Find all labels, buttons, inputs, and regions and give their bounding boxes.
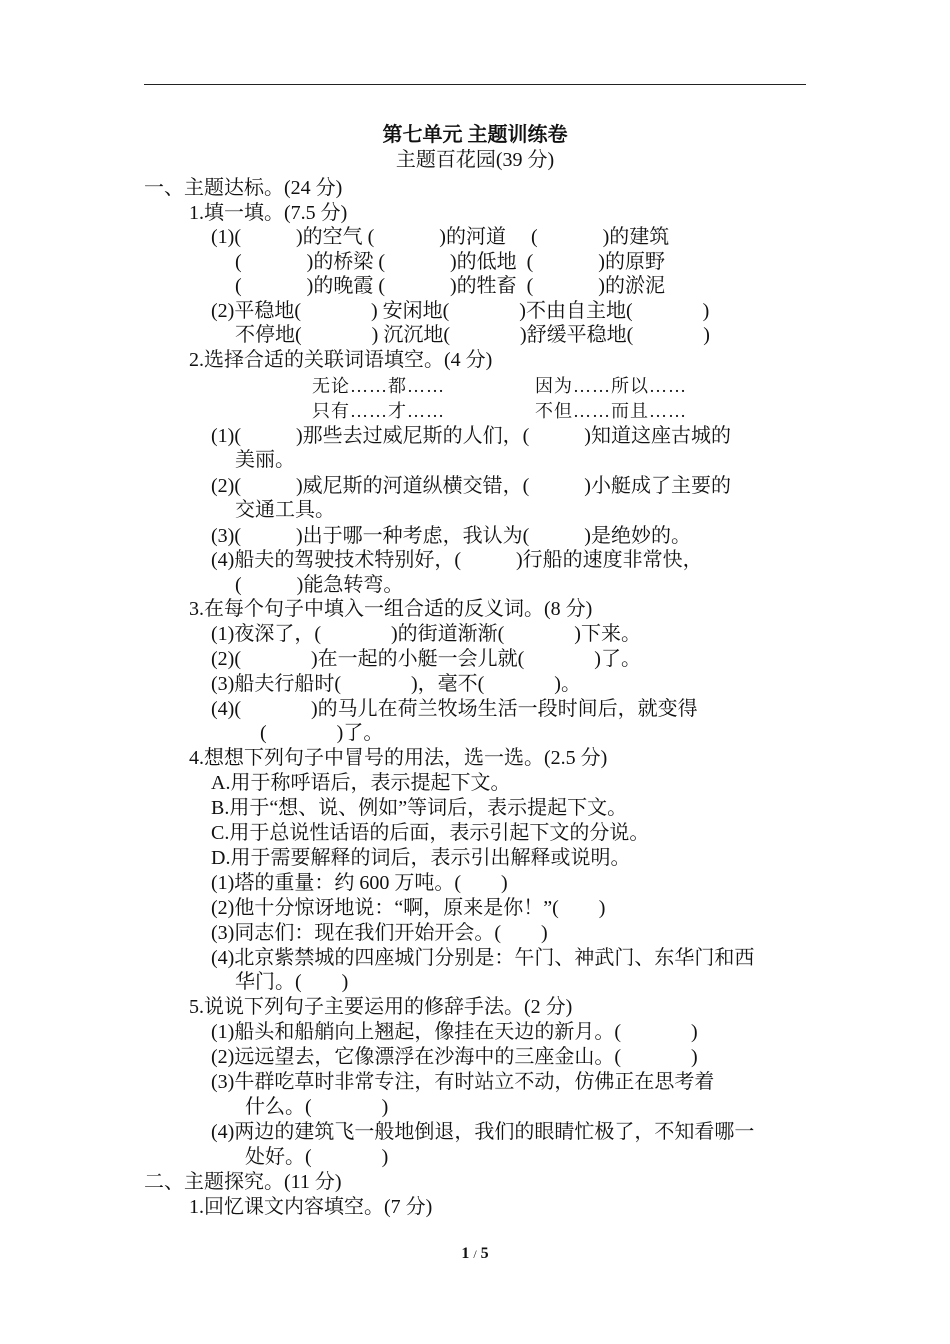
- text-line: (1)夜深了，( )的街道渐渐( )下来。: [211, 623, 641, 645]
- text-line: B.用于“想、说、例如”等词后，表示提起下文。: [211, 797, 628, 819]
- text-line: 1.填一填。(7.5 分): [189, 202, 348, 224]
- text-line: (1)船头和船艄向上翘起，像挂在天边的新月。( ): [211, 1021, 698, 1043]
- text-line: (2)远远望去，它像漂浮在沙海中的三座金山。( ): [211, 1046, 698, 1068]
- page-number-total: 5: [480, 1245, 489, 1262]
- text-line: (4)北京紫禁城的四座城门分别是：午门、神武门、东华门和西: [211, 947, 755, 969]
- text-line: 什么。( ): [245, 1096, 389, 1118]
- text-line: ( )能急转弯。: [235, 574, 404, 596]
- text-line: ( )的桥梁 ( )的低地 ( )的原野: [235, 251, 665, 273]
- text-line: (4)( )的马儿在荷兰牧场生活一段时间后，就变得: [211, 698, 698, 720]
- text-line: (2)平稳地( ) 安闲地( )不由自主地( ): [211, 300, 710, 322]
- text-line: (2)( )威尼斯的河道纵横交错，( )小艇成了主要的: [211, 475, 731, 497]
- text-line: (1)( )那些去过威尼斯的人们，( )知道这座古城的: [211, 425, 731, 447]
- text-line: 因为……所以……: [535, 376, 687, 396]
- text-line: ( )的晚霞 ( )的牲畜 ( )的淤泥: [235, 275, 665, 297]
- text-line: (3)( )出于哪一种考虑，我认为( )是绝妙的。: [211, 525, 691, 547]
- page-number-separator: /: [473, 1247, 477, 1261]
- text-line: 二、主题探究。(11 分): [144, 1171, 342, 1193]
- text-line: (4)两边的建筑飞一般地倒退，我们的眼睛忙极了，不知看哪一: [211, 1121, 755, 1143]
- page-subtitle: 主题百花园(39 分): [395, 149, 555, 171]
- text-line: ( )了。: [260, 722, 384, 744]
- text-line: C.用于总说性话语的后面，表示引起下文的分说。: [211, 822, 650, 844]
- text-line: 不但……而且……: [535, 401, 687, 421]
- text-line: (2)他十分惊讶地说：“啊，原来是你！”( ): [211, 897, 606, 919]
- text-line: D.用于需要解释的词后，表示引出解释或说明。: [211, 847, 631, 869]
- text-line: 2.选择合适的关联词语填空。(4 分): [189, 349, 493, 371]
- text-line: 一、主题达标。(24 分): [144, 177, 343, 199]
- page-number-current: 1: [461, 1245, 470, 1262]
- text-line: 3.在每个句子中填入一组合适的反义词。(8 分): [189, 598, 593, 620]
- page-title: 第七单元 主题训练卷: [382, 124, 568, 146]
- text-line: 无论……都……: [312, 376, 445, 396]
- text-line: (1)塔的重量：约 600 万吨。( ): [211, 872, 508, 894]
- text-line: (1)( )的空气 ( )的河道 ( )的建筑: [211, 226, 670, 248]
- text-line: (3)同志们：现在我们开始开会。( ): [211, 922, 548, 944]
- text-line: 交通工具。: [235, 499, 335, 521]
- text-line: (4)船夫的驾驶技术特别好，( )行船的速度非常快，: [211, 549, 703, 571]
- page-footer: [0, 1244, 950, 1264]
- text-line: 4.想想下列句子中冒号的用法，选一选。(2.5 分): [189, 747, 608, 769]
- text-line: 华门。( ): [235, 971, 349, 993]
- text-line: 处好。( ): [245, 1146, 389, 1168]
- text-line: A.用于称呼语后，表示提起下文。: [211, 772, 511, 794]
- text-line: (2)( )在一起的小艇一会儿就( )了。: [211, 648, 641, 670]
- header-rule: [144, 84, 806, 85]
- text-line: 美丽。: [235, 449, 295, 471]
- text-line: 只有……才……: [312, 401, 445, 421]
- text-line: (3)牛群吃草时非常专注，有时站立不动，仿佛正在思考着: [211, 1071, 715, 1093]
- text-line: 不停地( ) 沉沉地( )舒缓平稳地( ): [235, 324, 710, 346]
- text-line: 5.说说下列句子主要运用的修辞手法。(2 分): [189, 996, 573, 1018]
- text-line: (3)船夫行船时( )，毫不( )。: [211, 673, 581, 695]
- text-line: 1.回忆课文内容填空。(7 分): [189, 1196, 433, 1218]
